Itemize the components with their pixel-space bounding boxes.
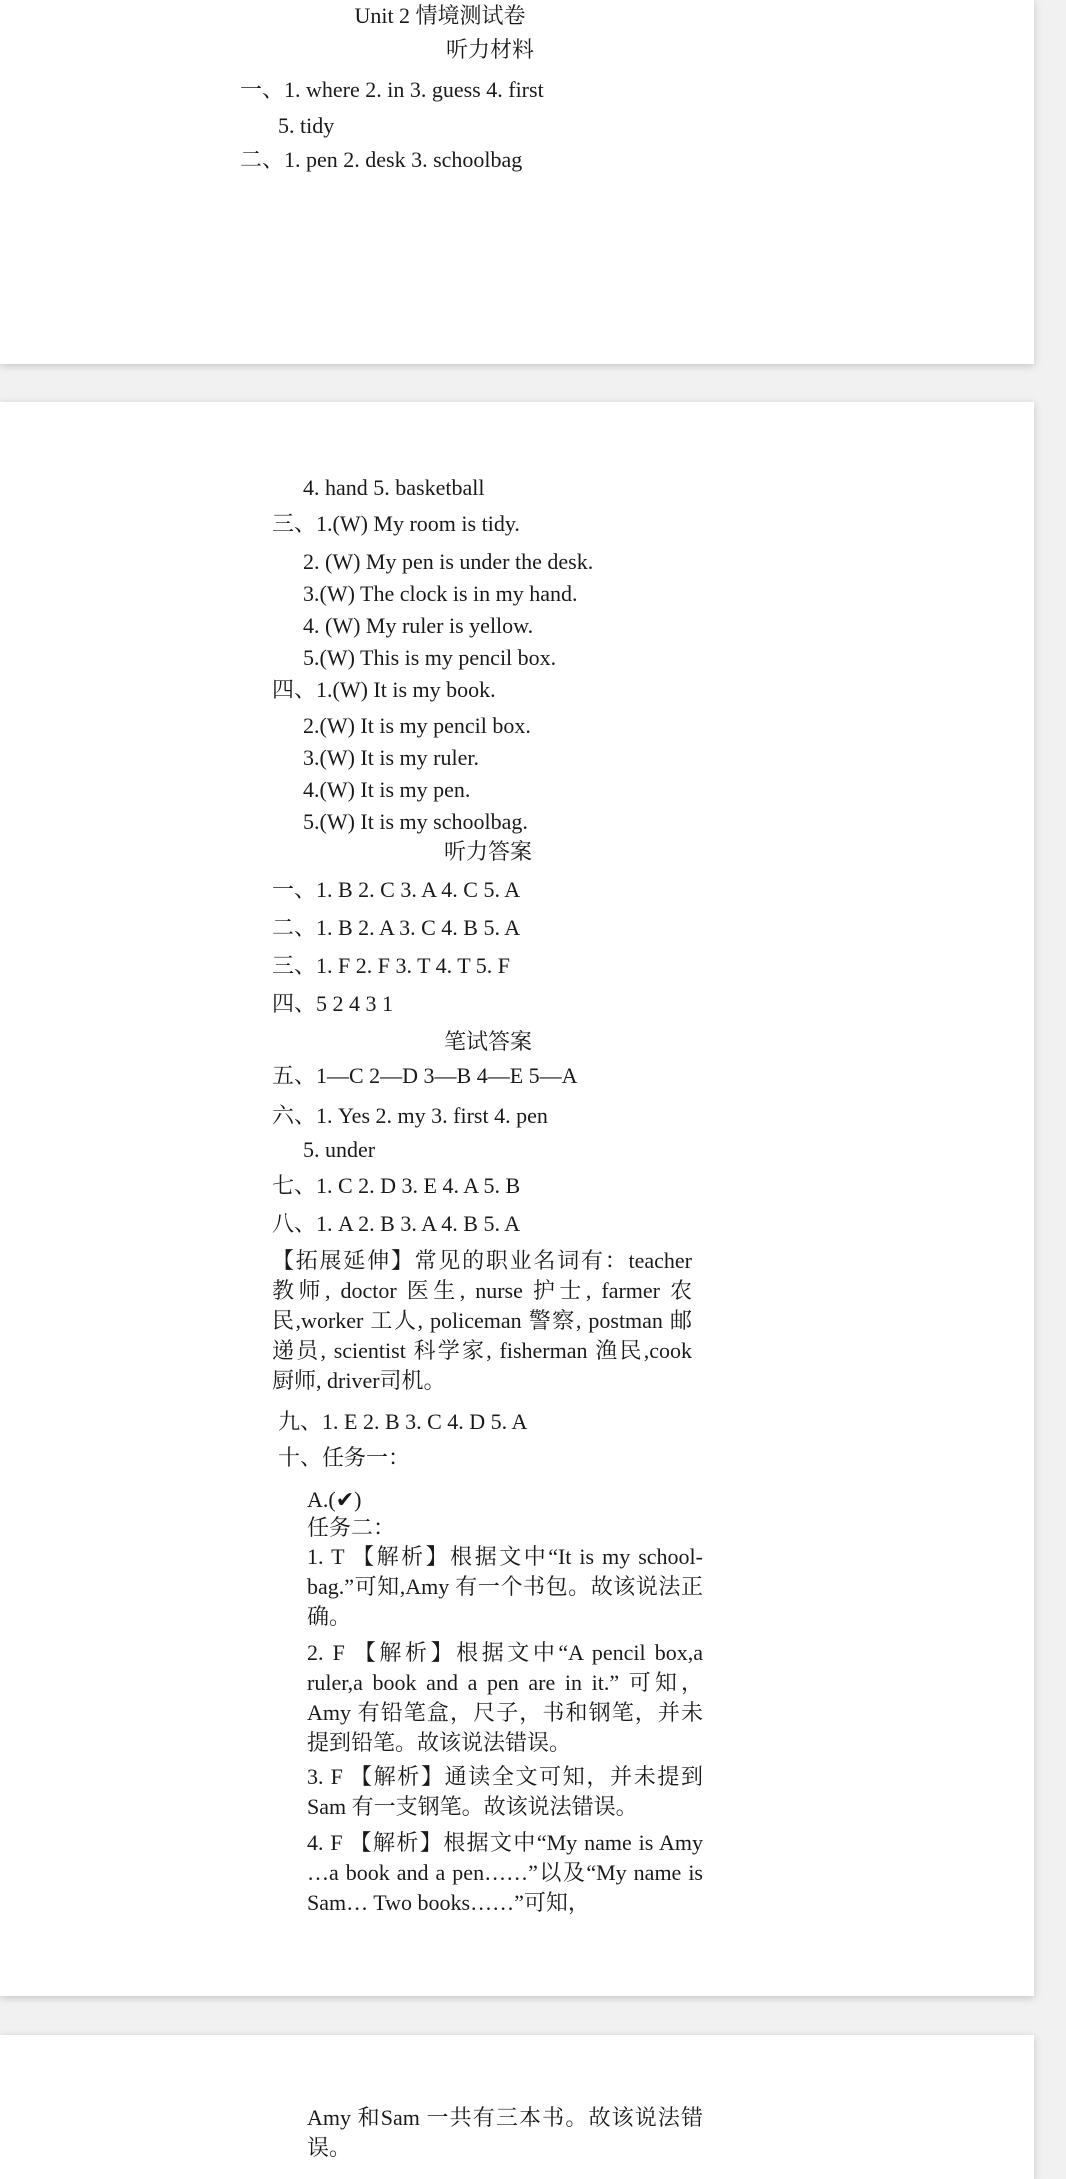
document-page-1	[0, 0, 1034, 364]
text-line: 4.(W) It is my pen.	[303, 777, 471, 802]
text-line: 一、1. where 2. in 3. guess 4. first	[240, 77, 544, 102]
task2-item: 1. T 【解析】根据文中“It is my school-bag.”可知,Amy 有一个书包。故该说法正确。	[307, 1544, 703, 1629]
text-line: 5. tidy	[278, 113, 335, 138]
extension-paragraph: 【拓展延伸】常见的职业名词有：teacher 教师, doctor 医生, nurse 护士, farmer 农民,worker 工人, policeman 警察, postman 邮递员, scientist 科学家, fisherman 渔民,cook 厨师, driver司机。	[272, 1248, 692, 1393]
document-page-2	[0, 402, 1034, 1996]
section-heading-listening-material: 听力材料	[445, 37, 534, 62]
answer-line: 五、1—C 2—D 3—B 4—E 5—A	[272, 1063, 578, 1088]
answer-line: 七、1. C 2. D 3. E 4. A 5. B	[272, 1173, 521, 1198]
answer-line: 四、5 2 4 3 1	[272, 991, 394, 1016]
task2-item: 3. F 【解析】通读全文可知，并未提到Sam 有一支钢笔。故该说法错误。	[307, 1764, 703, 1819]
answer-line: 九、1. E 2. B 3. C 4. D 5. A	[278, 1409, 528, 1434]
answer-line: 十、任务一：	[278, 1445, 411, 1470]
section-heading-listening-answers: 听力答案	[443, 839, 532, 864]
text-line: 3.(W) The clock is in my hand.	[303, 581, 578, 606]
text-line: 4. (W) My ruler is yellow.	[303, 613, 534, 638]
answer-line: 一、1. B 2. C 3. A 4. C 5. A	[272, 877, 521, 902]
text-line: 四、1.(W) It is my book.	[272, 677, 496, 702]
text-line: 三、1.(W) My room is tidy.	[272, 511, 520, 536]
answer-line: 二、1. B 2. A 3. C 4. B 5. A	[272, 915, 521, 940]
answer-line: 5. under	[303, 1137, 376, 1162]
text-line: 5.(W) This is my pencil box.	[303, 645, 557, 670]
document-page-3	[0, 2035, 1034, 2179]
answer-line: 三、1. F 2. F 3. T 4. T 5. F	[272, 953, 510, 978]
answer-line: 六、1. Yes 2. my 3. first 4. pen	[272, 1103, 548, 1128]
task2-item: 2. F 【解析】根据文中“A pencil box,a ruler,a book and a pen are in it.” 可知，Amy 有铅笔盒，尺子，书和钢笔，并未提到铅笔。故该说法错误。	[307, 1640, 703, 1755]
page-title: Unit 2 情境测试卷	[354, 3, 526, 28]
text-line: 4. hand 5. basketball	[303, 475, 485, 500]
text-line: 2.(W) It is my pencil box.	[303, 713, 531, 738]
continuation-text: Amy 和Sam 一共有三本书。故该说法错误。	[307, 2105, 703, 2160]
task1-answer: A.(✔)	[307, 1487, 362, 1512]
text-line: 5.(W) It is my schoolbag.	[303, 809, 528, 834]
text-line: 二、1. pen 2. desk 3. schoolbag	[240, 147, 523, 172]
section-heading-written-answers: 笔试答案	[443, 1029, 532, 1054]
text-line: 2. (W) My pen is under the desk.	[303, 549, 594, 574]
task2-heading: 任务二：	[307, 1515, 396, 1540]
text-line: 3.(W) It is my ruler.	[303, 745, 479, 770]
task2-item: 4. F 【解析】根据文中“My name is Amy …a book and a pen……”以及“My name is Sam… Two books……”可知，	[307, 1830, 703, 1915]
answer-line: 八、1. A 2. B 3. A 4. B 5. A	[272, 1211, 521, 1236]
